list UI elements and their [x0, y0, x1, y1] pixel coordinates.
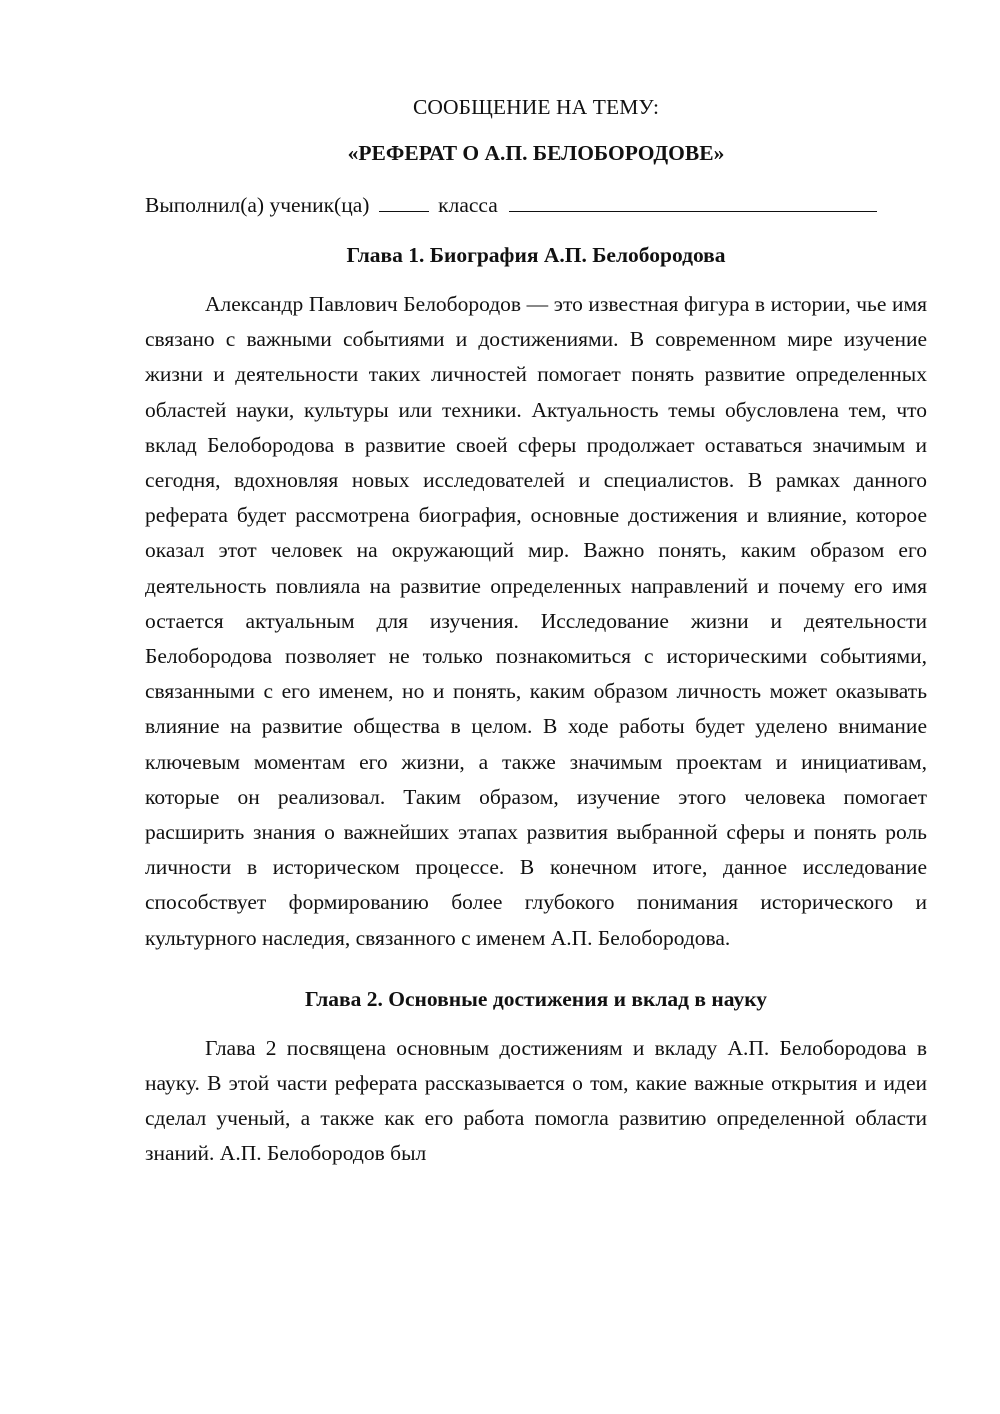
chapter-1-paragraph: Александр Павлович Белобородов — это известная фигура в истории, чье имя связано с важными событиями и достижениями. В современном мире изучение жизни и деятельности таких личностей помогает понять развитие определенных областей науки, культуры или техники. Актуальность темы обусловлена тем, что вклад Белобородова в развитие своей сферы продолжает оставаться значимым и сегодня, вдохновляя новых исследователей и специалистов. В рамках данного реферата будет рассмотрена биография, основные достижения и влияние, которое оказал этот человек на окружающий мир. Важно понять, каким образом его деятельность повлияла на развитие определенных направлений и почему его имя остается актуальным для изучения. Исследование жизни и деятельности Белобородова позволяет не только познакомиться с историческими событиями, связанными с его именем, но и понять, каким образом личность может оказывать влияние на развитие общества в целом. В ходе работы будет уделено внимание ключевым моментам его жизни, а также значимым проектам и инициативам, которые он реализовал. Таким образом, изучение этого человека помогает расширить знания о важнейших этапах развития выбранной сферы и понять роль личности в историческом процессе. В конечном итоге, данное исследование способствует формированию более глубокого понимания исторического и культурного наследия, связанного с именем А.П. Белобородова. [145, 292, 927, 950]
class-number-blank [379, 191, 429, 212]
class-label: класса [438, 193, 498, 217]
author-line [145, 190, 927, 220]
student-name-blank [509, 191, 877, 212]
document-content [145, 92, 927, 1172]
chapter-1-heading: Глава 1. Биография А.П. Белобородова [346, 243, 726, 267]
chapter-2-heading: Глава 2. Основные достижения и вклад в науку [304, 986, 768, 1011]
subject-line: СООБЩЕНИЕ НА ТЕМУ: [412, 95, 660, 119]
document-title: «РЕФЕРАТ О А.П. БЕЛОБОРОДОВЕ» [347, 141, 725, 165]
chapter-2-paragraph: Глава 2 посвящена основным достижениям и вкладу А.П. Белобородова в науку. В этой части реферата рассказывается о том, какие важные открытия и идеи сделал ученый, а также как его работа помогла развитию определенной области знаний. А.П. Белобородов был [145, 1035, 927, 1166]
author-prefix: Выполнил(а) ученик(ца) [145, 193, 370, 217]
